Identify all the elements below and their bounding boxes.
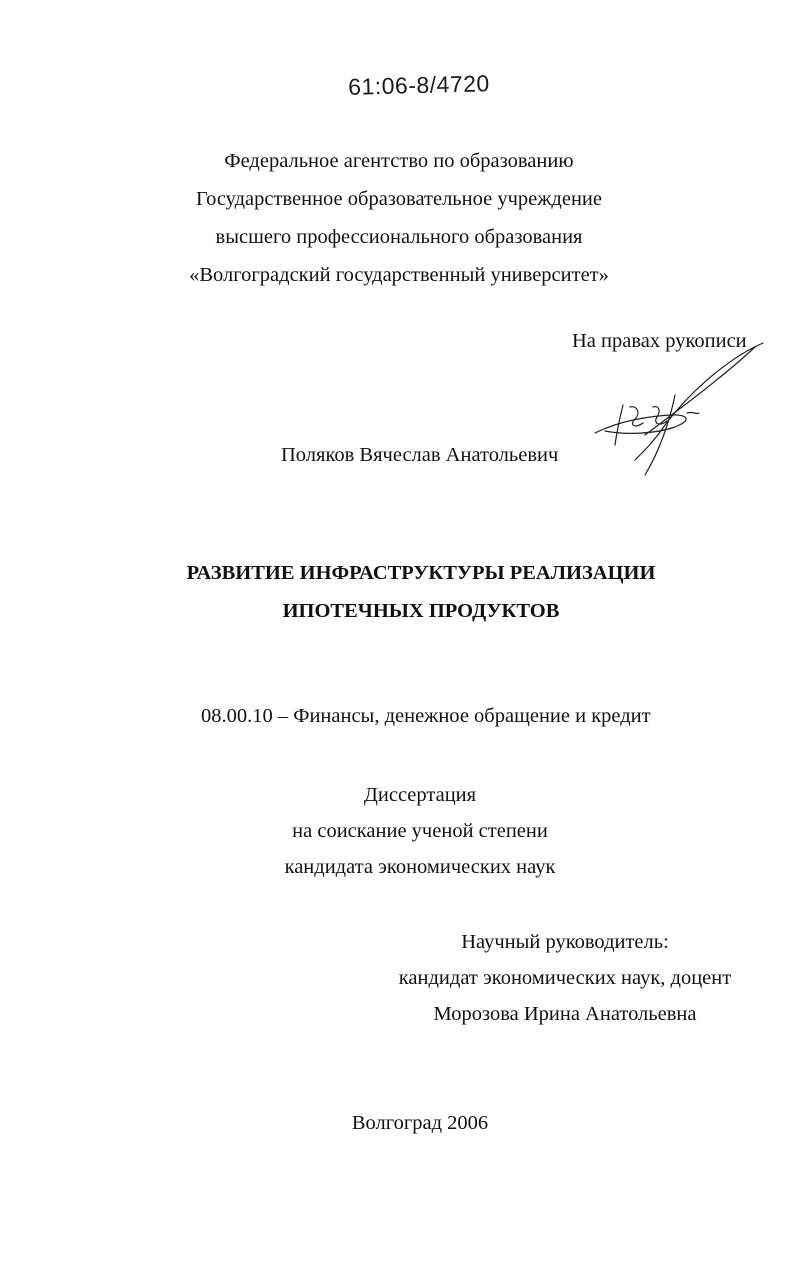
- org-line: высшего профессионального образования: [215, 226, 583, 248]
- title-line: РАЗВИТИЕ ИНФРАСТРУКТУРЫ РЕАЛИЗАЦИИ: [186, 562, 656, 584]
- author-name: Поляков Вячеслав Анатольевич: [281, 444, 559, 466]
- work-type-line: на соискание ученой степени: [292, 820, 548, 842]
- work-type-block: [21, 777, 798, 885]
- city-year: Волгоград 2006: [351, 1112, 489, 1134]
- work-type-line: Диссертация: [363, 784, 477, 806]
- supervisor-label: Научный руководитель:: [461, 931, 669, 953]
- manuscript-note: На правах рукописи: [572, 330, 747, 352]
- archive-stamp: 61:06-8/4720: [347, 70, 491, 100]
- supervisor-name: Морозова Ирина Анатольевна: [433, 1003, 697, 1025]
- org-line: Федеральное агентство по образованию: [224, 150, 574, 172]
- org-line: Государственное образовательное учреждение: [196, 188, 602, 210]
- org-line: «Волгоградский государственный университет»: [189, 264, 609, 286]
- title-line: ИПОТЕЧНЫХ ПРОДУКТОВ: [282, 600, 560, 622]
- organization-block: [0, 142, 798, 294]
- specialty-code: 08.00.10 – Финансы, денежное обращение и кредит: [201, 705, 651, 727]
- signature-image: [575, 335, 775, 485]
- dissertation-title: [22, 554, 798, 630]
- work-type-line: кандидата экономических наук: [284, 856, 556, 878]
- supervisor-block: [395, 924, 735, 1032]
- supervisor-degree: кандидат экономических наук, доцент: [398, 967, 732, 989]
